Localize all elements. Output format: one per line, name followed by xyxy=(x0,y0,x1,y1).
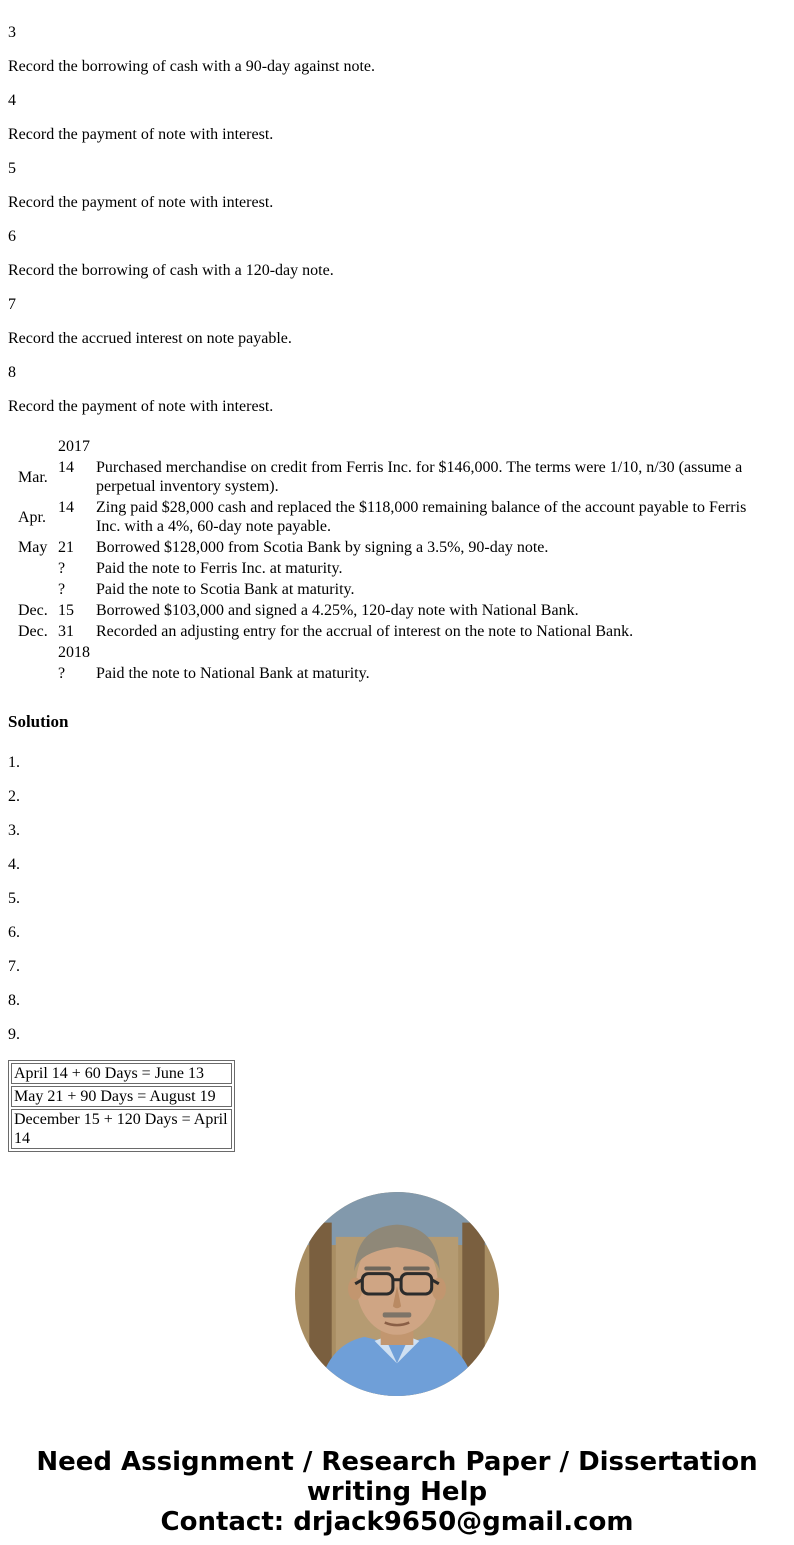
transaction-year: 2018 xyxy=(58,644,90,661)
instruction-text: Record the borrowing of cash with a 90-day against note. xyxy=(8,58,376,75)
solution-item: 2. xyxy=(8,788,20,805)
transaction-desc: Borrowed $103,000 and signed a 4.25%, 120-day note with National Bank. xyxy=(96,602,579,619)
transaction-day: 14 xyxy=(58,499,74,516)
instruction-number: 7 xyxy=(8,296,16,313)
transaction-day: 31 xyxy=(58,623,74,640)
footer-line-contact: Contact: drjack9650@gmail.com xyxy=(160,1507,634,1537)
maturity-cell: December 15 + 120 Days = April 14 xyxy=(11,1109,232,1149)
instruction-text: Record the payment of note with interest. xyxy=(8,194,274,211)
transaction-desc xyxy=(92,436,766,457)
instructions-section xyxy=(8,24,786,416)
transaction-month: Dec. xyxy=(18,623,48,640)
solution-item: 7. xyxy=(8,958,20,975)
transaction-desc: Zing paid $28,000 cash and replaced the $118,000 remaining balance of the account payable to Ferris Inc. with a 4%, 60-day note payable. xyxy=(96,499,747,535)
instruction-text: Record the accrued interest on note payable. xyxy=(8,330,292,347)
instruction-number: 3 xyxy=(8,24,16,41)
transaction-row xyxy=(8,457,766,497)
transaction-desc: Borrowed $128,000 from Scotia Bank by signing a 3.5%, 90-day note. xyxy=(96,539,549,556)
solution-item: 6. xyxy=(8,924,20,941)
transaction-day: ? xyxy=(58,581,66,598)
transaction-month xyxy=(8,436,56,457)
instruction-text: Record the borrowing of cash with a 120-day note. xyxy=(8,262,334,279)
transaction-day: 21 xyxy=(58,539,74,556)
solution-item: 4. xyxy=(8,856,20,873)
transaction-row xyxy=(8,600,766,621)
transaction-row xyxy=(8,558,766,579)
transaction-month: Apr. xyxy=(18,508,46,526)
solution-item: 3. xyxy=(8,822,20,839)
maturity-cell: April 14 + 60 Days = June 13 xyxy=(11,1063,232,1084)
transaction-desc: Paid the note to Scotia Bank at maturity. xyxy=(96,581,355,598)
solution-item: 5. xyxy=(8,890,20,907)
transaction-month: Mar. xyxy=(18,468,48,486)
maturity-row xyxy=(11,1109,232,1149)
avatar-container xyxy=(8,1192,786,1401)
transaction-day: ? xyxy=(58,560,66,577)
instruction-text: Record the payment of note with interest. xyxy=(8,398,274,415)
transaction-month: May xyxy=(18,539,48,556)
transaction-row xyxy=(8,579,766,600)
solution-item: 9. xyxy=(8,1026,20,1043)
maturity-row xyxy=(11,1086,232,1107)
transactions-table xyxy=(8,436,766,684)
transaction-month xyxy=(8,642,56,663)
transaction-desc: Recorded an adjusting entry for the accrual of interest on the note to National Bank. xyxy=(96,623,634,640)
maturity-dates-table xyxy=(8,1060,235,1152)
solution-item: 8. xyxy=(8,992,20,1009)
transaction-month xyxy=(8,579,56,600)
instruction-number: 4 xyxy=(8,92,16,109)
transaction-row xyxy=(8,537,766,558)
solution-heading: Solution xyxy=(8,712,69,731)
instruction-text: Record the payment of note with interest. xyxy=(8,126,274,143)
transaction-year: 2017 xyxy=(58,438,90,455)
transaction-day: ? xyxy=(58,665,66,682)
solution-item: 1. xyxy=(8,754,20,771)
transaction-row xyxy=(8,621,766,642)
transaction-day: 15 xyxy=(58,602,74,619)
footer-line-help: Need Assignment / Research Paper / Dissertation writing Help xyxy=(36,1447,758,1507)
transaction-month xyxy=(8,558,56,579)
instruction-number: 8 xyxy=(8,364,16,381)
transaction-row xyxy=(8,497,766,537)
maturity-row xyxy=(11,1063,232,1084)
footer-help-text xyxy=(8,1447,786,1537)
transaction-desc: Paid the note to National Bank at maturity. xyxy=(96,665,370,682)
transaction-month xyxy=(8,663,56,684)
instruction-number: 5 xyxy=(8,160,16,177)
transaction-desc xyxy=(92,642,766,663)
transaction-desc: Purchased merchandise on credit from Ferris Inc. for $146,000. The terms were 1/10, n/30 (assume a perpetual inventory system). xyxy=(96,459,743,495)
transaction-row xyxy=(8,663,766,684)
maturity-cell: May 21 + 90 Days = August 19 xyxy=(11,1086,232,1107)
instruction-number: 6 xyxy=(8,228,16,245)
transaction-day: 14 xyxy=(58,459,74,476)
transaction-desc: Paid the note to Ferris Inc. at maturity. xyxy=(96,560,343,577)
transaction-row xyxy=(8,436,766,457)
tutor-portrait-photo xyxy=(295,1192,499,1396)
transaction-row xyxy=(8,642,766,663)
solution-list xyxy=(8,754,786,1044)
transaction-month: Dec. xyxy=(18,602,48,619)
